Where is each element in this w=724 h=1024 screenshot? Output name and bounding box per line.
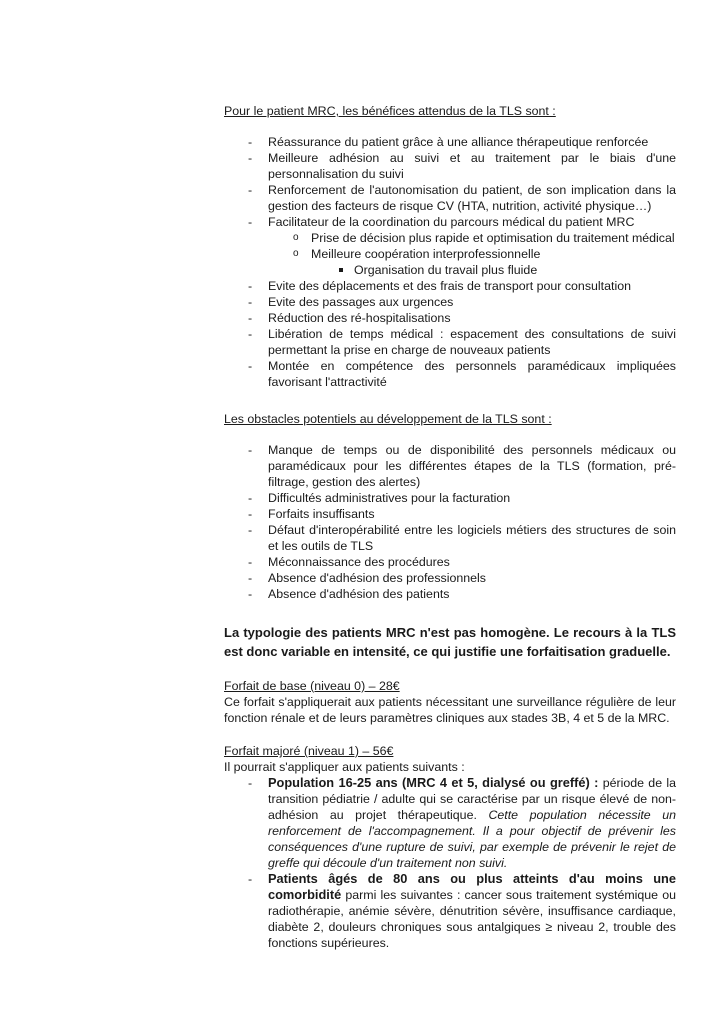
dash-bullet-icon: - (248, 587, 253, 601)
dash-bullet-icon: - (248, 279, 253, 293)
dash-bullet-icon: - (248, 311, 253, 325)
obstacles-list (224, 442, 676, 602)
list-item: - Absence d'adhésion des patients (248, 587, 450, 601)
dash-bullet-icon: - (248, 491, 253, 505)
list-item: - Défaut d'interopérabilité entre les logiciels métiers des structures de soin et les outils de TLS (248, 523, 676, 553)
list-item: - Libération de temps médical : espacement des consultations de suivi permettant la prise en charge de nouveaux patients (248, 327, 676, 357)
forfait-majore-list (224, 775, 676, 951)
sub-list-item: o Meilleure coopération interprofessionnelle Organisation du travail plus fluide (268, 246, 676, 278)
dash-bullet-icon: - (248, 359, 253, 373)
list-item: - Absence d'adhésion des professionnels (248, 571, 486, 585)
typology-statement: La typologie des patients MRC n'est pas homogène. Le recours à la TLS est donc variable en intensité, ce qui justifie une forfaitisation graduelle. (224, 625, 676, 659)
dash-bullet-icon: - (248, 327, 253, 341)
list-item: - Renforcement de l'autonomisation du patient, de son implication dans la gestion des facteurs de risque CV (HTA, nutrition, activité physique…) (248, 183, 676, 213)
dash-bullet-icon: - (248, 151, 253, 165)
dash-bullet-icon: - (248, 571, 253, 585)
list-item: - Evite des passages aux urgences (248, 295, 454, 309)
dash-bullet-icon: - (248, 443, 253, 457)
sub-sub-list (311, 262, 676, 278)
circle-bullet-icon: o (293, 232, 299, 243)
dash-bullet-icon: - (248, 135, 253, 149)
forfait-majore-intro: Il pourrait s'appliquer aux patients suivants : (224, 760, 465, 774)
item-italic-note: Cette population nécessite un renforcement de l'accompagnement. Il a pour objectif de prévenir les conséquences d'une rupture de suivi, par exemple de prévenir le rejet de greffe qui découle d'un traitement non suivi. (268, 808, 676, 870)
list-item: - Réassurance du patient grâce à une alliance thérapeutique renforcée (248, 135, 649, 149)
list-item: - Evite des déplacements et des frais de transport pour consultation (248, 279, 631, 293)
forfait-base-text: Ce forfait s'appliquerait aux patients nécessitant une surveillance régulière de leur fonction rénale et de leurs paramètres cliniques aux stades 3B, 4 et 5 de la MRC. (224, 695, 676, 725)
list-item: - Montée en compétence des personnels paramédicaux impliquées favorisant l'attractivité (248, 359, 676, 389)
sub-list (268, 230, 676, 278)
dash-bullet-icon: - (248, 776, 253, 790)
dash-bullet-icon: - (248, 555, 253, 569)
square-bullet-icon (339, 268, 343, 272)
item-bold-lead: Population 16-25 ans (MRC 4 et 5, dialysé ou greffé) : (268, 775, 599, 790)
dash-bullet-icon: - (248, 183, 253, 197)
list-item: - Forfaits insuffisants (248, 507, 375, 521)
list-item: - Population 16-25 ans (MRC 4 et 5, dialysé ou greffé) : période de la transition pédiatrie / adulte qui se caractérise par un risque élevé de non-adhésion au projet thérapeutique. Cette population nécessite un renforcement de l'accompagnement. Il a pour objectif de prévenir les conséquences d'une rupture de suivi, par exemple de prévenir le rejet de greffe qui découle d'un traitement non suivi. (248, 775, 676, 870)
item-bold-lead: Patients âgés de 80 ans ou plus atteints d'au moins une comorbidité (268, 871, 676, 902)
list-item: - Manque de temps ou de disponibilité des personnels médicaux ou paramédicaux pour les différentes étapes de la TLS (formation, pré-filtrage, gestion des alertes) (248, 443, 676, 489)
list-item: - Réduction des ré-hospitalisations (248, 311, 451, 325)
sub-list-item: o Prise de décision plus rapide et optimisation du traitement médical (293, 231, 675, 245)
list-item: - Meilleure adhésion au suivi et au traitement par le biais d'une personnalisation du suivi (248, 151, 676, 181)
dash-bullet-icon: - (248, 523, 253, 537)
obstacles-heading: Les obstacles potentiels au développement de la TLS sont : (224, 412, 552, 426)
dash-bullet-icon: - (248, 507, 253, 521)
forfait-majore-heading: Forfait majoré (niveau 1) – 56€ (224, 744, 394, 758)
list-item: - Facilitateur de la coordination du parcours médical du patient MRC o Prise de décision plus rapide et optimisation du traitement médical o Meilleure coopération interprofessionnelle Organisation du travail plus fluide (248, 215, 675, 277)
dash-bullet-icon: - (248, 295, 253, 309)
list-item: - Méconnaissance des procédures (248, 555, 450, 569)
list-item: - Difficultés administratives pour la facturation (248, 491, 511, 505)
benefits-heading: Pour le patient MRC, les bénéfices attendus de la TLS sont : (224, 104, 556, 118)
sub-sub-list-item: Organisation du travail plus fluide (311, 262, 676, 278)
dash-bullet-icon: - (248, 872, 253, 886)
document-page (224, 103, 676, 951)
forfait-base-heading: Forfait de base (niveau 0) – 28€ (224, 679, 400, 693)
list-item: - Patients âgés de 80 ans ou plus atteints d'au moins une comorbidité parmi les suivantes : cancer sous traitement systémique ou radiothérapie, anémie sévère, dénutrition sévère, insuffisance cardiaque, diabète 2, douleurs chroniques sous antalgiques ≥ niveau 2, trouble des fonctions supérieures. (248, 871, 676, 950)
benefits-list (224, 134, 676, 390)
dash-bullet-icon: - (248, 215, 253, 229)
circle-bullet-icon: o (293, 248, 299, 259)
